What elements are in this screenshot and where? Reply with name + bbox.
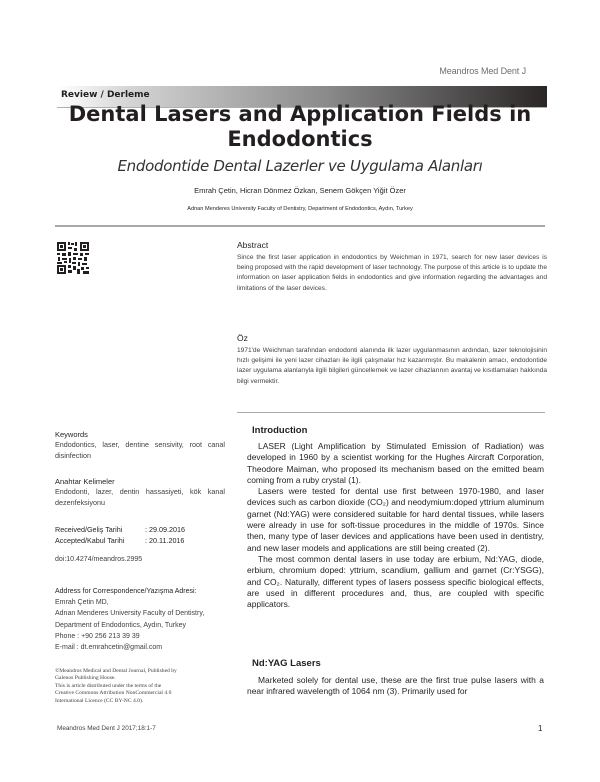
section-label: Review / Derleme bbox=[61, 90, 150, 100]
accepted-label: Accepted/Kabul Tarihi bbox=[55, 536, 125, 545]
copyright-line: ©Meandros Medical and Dental Journal, Published by bbox=[55, 668, 177, 674]
introduction-heading: Introduction bbox=[252, 425, 308, 436]
introduction-body bbox=[247, 441, 544, 610]
anahtar-kelimeler-heading: Anahtar Kelimeler bbox=[55, 477, 115, 486]
received-row bbox=[55, 524, 225, 535]
oz-section bbox=[237, 333, 547, 387]
dates-section bbox=[55, 524, 225, 546]
correspondence-institution: Adnan Menderes University Faculty of Dentistry, bbox=[55, 610, 205, 618]
keywords-section bbox=[55, 430, 225, 461]
divider-top bbox=[55, 225, 545, 227]
abstract-text: Since the first laser application in endodontics by Weichman in 1971, search for new laser devices is being proposed with the rapid development of laser technology. The purpose of this article is to update the information on laser application fields in endodontics and give information regarding the advantages and limitations of the laser devices. bbox=[237, 254, 547, 292]
doi-link[interactable]: doi:10.4274/meandros.2995 bbox=[55, 556, 143, 563]
copyright-line: International Licence (CC BY-NC 4.0). bbox=[55, 697, 144, 704]
ndyag-body bbox=[247, 675, 544, 698]
article-subtitle: Endodontide Dental Lazerler ve Uygulama Alanları bbox=[117, 157, 483, 175]
correspondence-section bbox=[55, 586, 225, 653]
abstract-heading: Abstract bbox=[237, 240, 269, 250]
anahtar-kelimeler-text: Endodonti, lazer, dentin hassasiyeti, kök kanal dezenfeksiyonu bbox=[55, 487, 225, 507]
paragraph: LASER (Light Amplification by Stimulated Emission of Radiation) was developed in 1960 by a scientist working for the Hughes Aircraft Corporation, Theodore Maiman, who proposed its mechanism based on the emitted beam coming from a ruby crystal (1). bbox=[247, 441, 544, 485]
copyright-notice bbox=[55, 668, 225, 705]
page-number: 1 bbox=[538, 724, 543, 733]
correspondence-email[interactable]: E-mail : dt.emrahcetin@gmail.com bbox=[55, 644, 163, 652]
journal-name: Meandros Med Dent J bbox=[439, 66, 526, 76]
anahtar-kelimeler-section bbox=[55, 477, 225, 508]
correspondence-phone: Phone : +90 256 213 39 39 bbox=[55, 632, 140, 640]
paragraph: Marketed solely for dental use, these are the first true pulse lasers with a near infrared wavelength of 1064 nm (3). Primarily used for bbox=[247, 675, 544, 697]
copyright-line: This is article distributed under the terms of the bbox=[55, 682, 162, 689]
accepted-row bbox=[55, 535, 225, 546]
copyright-line: Creative Commons Attribution NonCommercial 4.0 bbox=[55, 690, 172, 697]
copyright-line: Galenos Publishing House. bbox=[55, 675, 116, 682]
received-value: : 29.09.2016 bbox=[145, 525, 185, 534]
author-list: Emrah Çetin, Hicran Dönmez Özkan, Senem Gökçen Yiğit Özer bbox=[194, 186, 406, 195]
correspondence-department: Department of Endodontics, Aydın, Turkey bbox=[55, 621, 187, 629]
affiliation: Adnan Menderes University Faculty of Dentistry, Department of Endodontics, Aydın, Turkey bbox=[187, 206, 413, 212]
keywords-text: Endodontics, laser, dentine sensivity, root canal disinfection bbox=[55, 440, 225, 460]
correspondence-name: Emrah Çetin MD, bbox=[55, 599, 109, 607]
oz-heading: Öz bbox=[237, 333, 248, 343]
paragraph: The most common dental lasers in use today are erbium, Nd:YAG, diode, erbium, chromium doped: yttrium, scandium, gallium and garnet (Cr:YSGG), and CO₂. Naturally, different types of lasers possess specific biological effects, are used in different procedures and, thus, are coupled with specific applicators. bbox=[247, 553, 544, 610]
ndyag-heading: Nd:YAG Lasers bbox=[252, 658, 321, 669]
article-title: Dental Lasers and Application Fields in Endodontics bbox=[68, 102, 532, 151]
oz-text: 1971'de Weichman tarafından endodonti alanında ilk lazer uygulanmasının ardından, lazer teknolojisinin hızlı gelişimi ile yeni lazer cihazları ile ilgili çalışmalar hız kazanmıştır. Bu makalenin amacı, endodontide lazer uygulama alanlarıyla ilgili bilgileri güncellemek ve lazer cihazlarının avantaj ve kısıtlamaları hakkında bilgi vermektir. bbox=[237, 347, 547, 385]
received-label: Received/Geliş Tarihi bbox=[55, 525, 123, 534]
keywords-heading: Keywords bbox=[55, 430, 88, 439]
correspondence-heading: Address for Correspondence/Yazışma Adresi: bbox=[55, 588, 197, 595]
abstract-section bbox=[237, 240, 547, 294]
footer-citation: Meandros Med Dent J 2017;18:1-7 bbox=[57, 725, 156, 732]
accepted-value: : 20.11.2016 bbox=[145, 536, 185, 545]
qr-code-icon[interactable] bbox=[56, 241, 90, 275]
paragraph: Lasers were tested for dental use first between 1970-1980, and laser devices such as carbon dioxide (CO₂) and neodymium:doped yttrium aluminum garnet (Nd:YAG) were considered suitable for hard dental tissues, while lasers were already in use for soft-tissue procedures in the middle of 1970s. Since then, many type of laser devices and applications have been used in dentistry, and new laser models and applications are still being created (2). bbox=[247, 486, 544, 553]
divider-middle bbox=[237, 412, 545, 413]
